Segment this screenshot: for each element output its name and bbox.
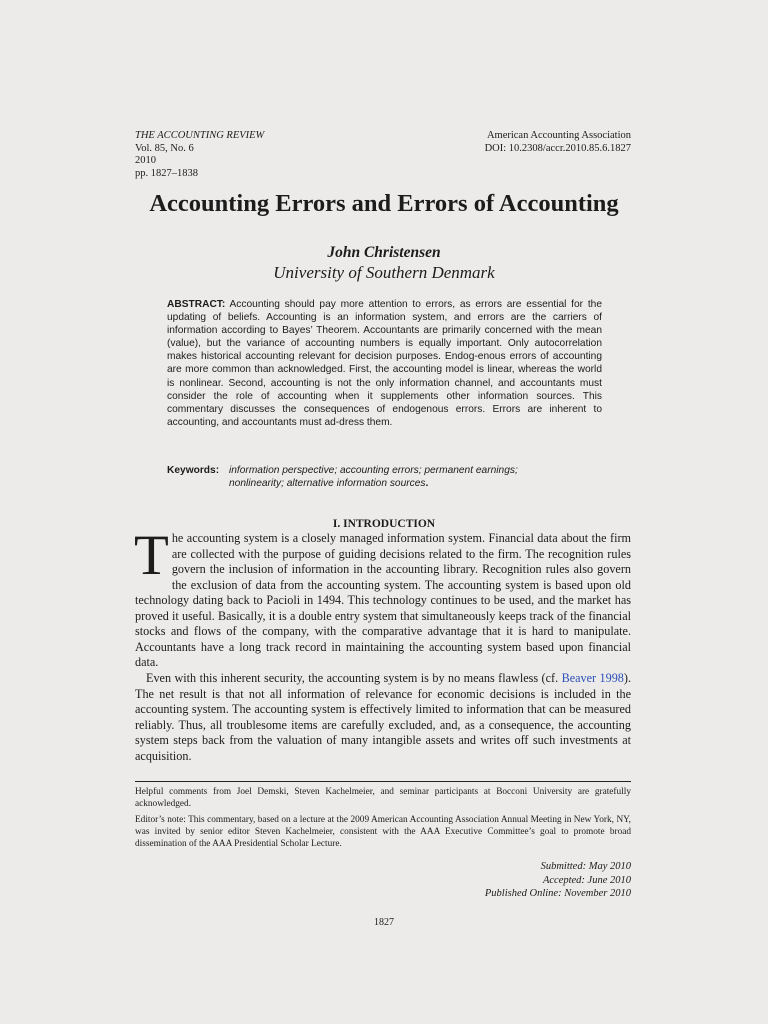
keywords-end: . xyxy=(425,478,429,490)
abstract-text: Accounting should pay more attention to errors, as errors are essential for the updating of beliefs. Accounting is an information system, and errors are the carriers of information according to Bayes’ Theorem. Accountants are primarily concerned with the mean (value), but the variance of accounting numbers is equally important. Only autocorrelation makes historical accounting relevant for decision purposes. Endog-enous errors of accounting are more common than acknowledged. First, the accounting model is linear, whereas the world is nonlinear. Second, accounting is not the only information channel, and accountants must consider the role of accounting when it supplements other information sources. This commentary discusses the consequences of endogenous errors. Errors are inherent to accounting, and accountants must ad-dress them. xyxy=(167,299,602,428)
section-heading: I. INTRODUCTION xyxy=(332,518,436,530)
submitted-date: Submitted: May 2010 xyxy=(540,861,631,872)
journal-header-left xyxy=(135,130,264,180)
author-affiliation: University of Southern Denmark xyxy=(273,263,495,282)
article-title: Accounting Errors and Errors of Accounting xyxy=(149,190,619,217)
abstract-label: ABSTRACT: xyxy=(167,299,226,310)
keywords-line-1: information perspective; accounting errors; permanent earnings; xyxy=(229,465,518,476)
journal-volume: Vol. 85, No. 6 xyxy=(135,142,194,154)
journal-name: THE ACCOUNTING REVIEW xyxy=(135,130,265,141)
drop-cap: T xyxy=(134,524,169,587)
page-number: 1827 xyxy=(374,917,394,928)
abstract xyxy=(167,298,602,429)
intro-paragraph-2-end: ). The net result is that not all information of relevance for economic decisions is included in the accounting system. The accounting system is effectively limited to information that can be measured reliably. Thus, all troublesome items are carefully excluded, and, as a consequence, the accounting system steps back from the valuation of many intangible assets and writes off such investments at acquisition. xyxy=(135,671,631,763)
author-name: John Christensen xyxy=(327,244,441,261)
published-date: Published Online: November 2010 xyxy=(484,888,631,899)
journal-pages: pp. 1827–1838 xyxy=(135,167,198,179)
citation-link-beaver-1998[interactable]: Beaver 1998 xyxy=(561,671,624,685)
keywords-label: Keywords: xyxy=(167,465,220,476)
footnote-acknowledgment: Helpful comments from Joel Demski, Steven Kachelmeier, and seminar participants at Bocconi University are gratefully acknowledged. xyxy=(135,787,631,810)
journal-year: 2010 xyxy=(135,155,156,166)
publisher-name: American Accounting Association xyxy=(486,130,631,141)
journal-header-right xyxy=(420,130,631,155)
intro-paragraph-2 xyxy=(135,671,631,764)
accepted-date: Accepted: June 2010 xyxy=(542,874,631,886)
footnote-editors-note: Editor’s note: This commentary, based on a lecture at the 2009 American Accounting Association Annual Meeting in New York, NY, was invited by senior editor Steven Kachelmeier, consistent with the AAA Executive Committee’s goal to promote broad dissemination of the AAA Presidential Scholar Lecture. xyxy=(135,815,631,850)
doi-text: DOI: 10.2308/accr.2010.85.6.1827 xyxy=(484,142,631,154)
keywords-text xyxy=(229,464,589,490)
intro-paragraph-2-start: Even with this inherent security, the accounting system is by no means flawless (cf. xyxy=(146,671,562,685)
article-dates xyxy=(420,860,631,901)
intro-paragraph-1-text: he accounting system is a closely managed information system. Financial data about the firm are collected with the purpose of guiding decisions related to the firm. The recognition rules govern the inclusion of information in the accounting library. Recognition rules also govern the exclusion of data from the accounting system. The accounting system is based upon old technology dating back to Pacioli in 1494. This technology continues to be used, and the market has proved it useful. Basically, it is a double entry system that simultaneously keeps track of the financial stocks and flows of the company, with the comparative advantage that it is hard to manipulate. Accountants have a long track record in maintaining the accounting system based upon financial data. xyxy=(135,531,631,670)
keywords-line-2-text: nonlinearity; alternative information sources xyxy=(229,478,426,490)
keywords-line-2 xyxy=(229,477,589,490)
footnote-divider xyxy=(135,781,631,782)
